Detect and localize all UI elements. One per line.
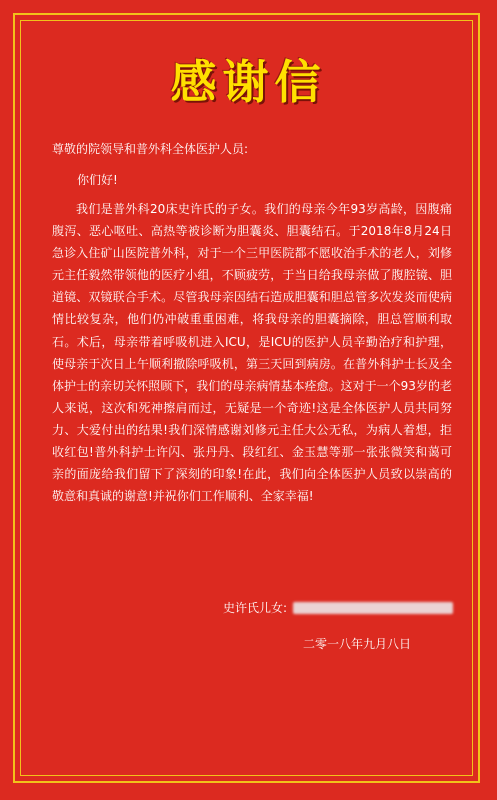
letter-date: 二零一八年九月八日	[303, 637, 412, 651]
greeting: 你们好!	[77, 173, 118, 187]
redacted-names	[293, 602, 453, 614]
signature-label: 史许氏儿女:	[223, 601, 288, 615]
letter-body: 我们是普外科20床史许氏的子女。我们的母亲今年93岁高龄，因腹痛腹泻、恶心呕吐、高热等被诊断为胆囊炎、胆囊结石。于2018年8月24日急诊入住矿山医院普外科，对于一个三甲医院都不愿收治手术的老人，刘修元主任毅然带领他的医疗小组，不顾疲劳，于当日给我母亲做了腹腔镜、胆道镜、双镜联合手术。尽管我母亲因结石造成胆囊和胆总管多次发炎而使病情比较复杂，他们仍冲破重重困难，将我母亲的胆囊摘除，胆总管顺利取石。术后，母亲带着呼吸机进入ICU，是ICU的医护人员辛勤治疗和护理，使母亲于次日上午顺利撤除呼吸机，第三天回到病房。在普外科护士长及全体护士的亲切关怀照顾下，我们的母亲病情基本痊愈。这对于一个93岁的老人来说，这次和死神擦肩而过，无疑是一个奇迹!这是全体医护人员共同努力、大爱付出的结果!我们深情感谢刘修元主任大公无私，为病人着想，拒收红包!普外科护士许闪、张丹丹、段红红、金玉慧等那一张张微笑和蔼可亲的面庞给我们留下了深刻的印象!在此，我们向全体医护人员致以崇高的敬意和真诚的谢意!并祝你们工作顺利、全家幸福!	[52, 202, 452, 504]
letter-title: 感谢信	[170, 55, 327, 109]
salutation: 尊敬的院领导和普外科全体医护人员:	[52, 142, 249, 156]
signature-row	[223, 600, 453, 616]
